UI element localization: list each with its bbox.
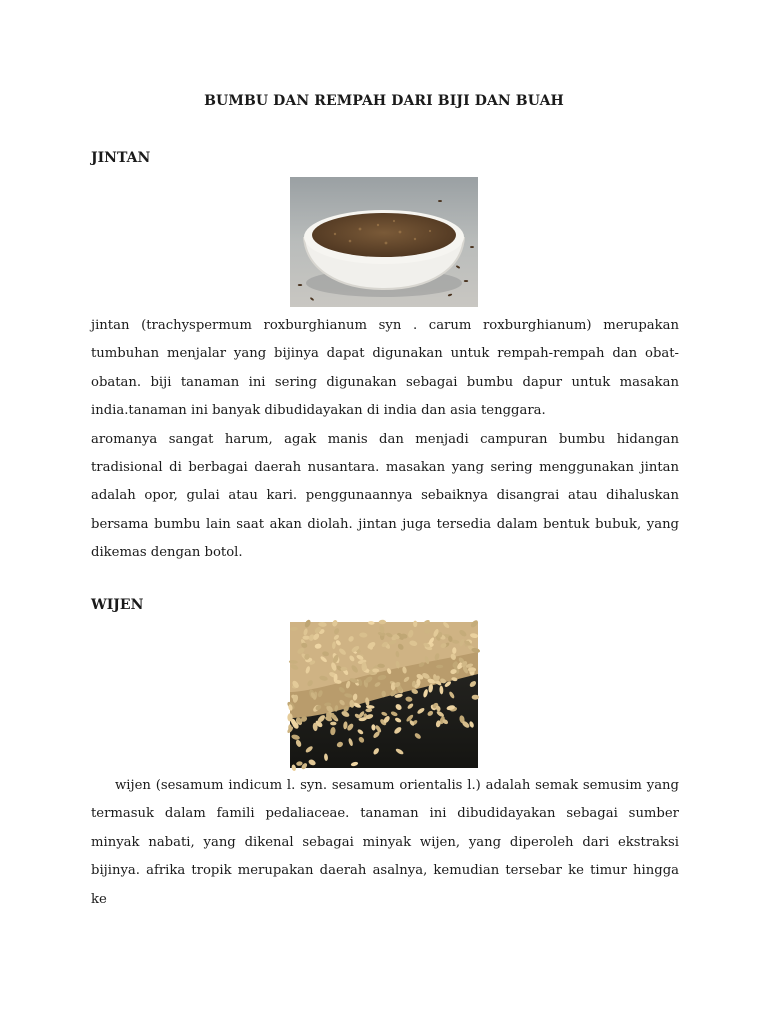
text-line: minyak nabati, yang dikenal sebagai minyak wijen, yang diperoleh dari ekstraksi <box>91 834 679 850</box>
text-line: india.tanaman ini banyak dibudidayakan di india dan asia tenggara. <box>91 403 546 419</box>
text-line: obatan. biji tanaman ini sering digunakan sebagai bumbu dapur untuk masakan <box>91 374 679 390</box>
text-line: bijinya. afrika tropik merupakan daerah asalnya, kemudian tersebar ke timur hingga ke <box>91 863 679 907</box>
cumin-bowl-photo <box>290 177 478 307</box>
jintan-paragraph <box>91 312 679 568</box>
text-line: bersama bumbu lain saat akan diolah. jintan juga tersedia dalam bentuk bubuk, yang <box>91 516 679 532</box>
text-line: tumbuhan menjalar yang bijinya dapat digunakan untuk rempah-rempah dan obat- <box>91 346 679 362</box>
sesame-seed <box>413 621 417 627</box>
text-line: dikemas dengan botol. <box>91 545 243 561</box>
wijen-paragraph <box>91 772 679 907</box>
sesame-seed <box>472 695 479 700</box>
text-line: termasuk dalam famili pedaliaceae. tanaman ini dibudidayakan sebagai sumber <box>91 806 679 822</box>
text-line: wijen (sesamum indicum l. syn. sesamum orientalis l.) adalah semak semusim yang <box>91 778 679 793</box>
section-heading-jintan: JINTAN <box>91 150 151 166</box>
sesame-seed <box>330 722 336 726</box>
sesame-seed <box>379 620 386 624</box>
text-line: adalah opor, gulai atau kari. penggunaannya sebaiknya disangrai atau dihaluskan <box>91 488 679 504</box>
section-heading-wijen: WIJEN <box>91 597 144 613</box>
sesame-seed <box>416 679 420 686</box>
page-title: BUMBU DAN REMPAH DARI BIJI DAN BUAH <box>204 93 564 109</box>
text-line: tradisional di berbagai daerah nusantara. masakan yang sering menggunakan jintan <box>91 459 679 475</box>
sesame-seeds-photo <box>290 622 478 768</box>
text-line: jintan (trachyspermum roxburghianum syn . carum roxburghianum) merupakan <box>91 318 679 333</box>
text-line: aromanya sangat harum, agak manis dan menjadi campuran bumbu hidangan <box>91 431 679 447</box>
